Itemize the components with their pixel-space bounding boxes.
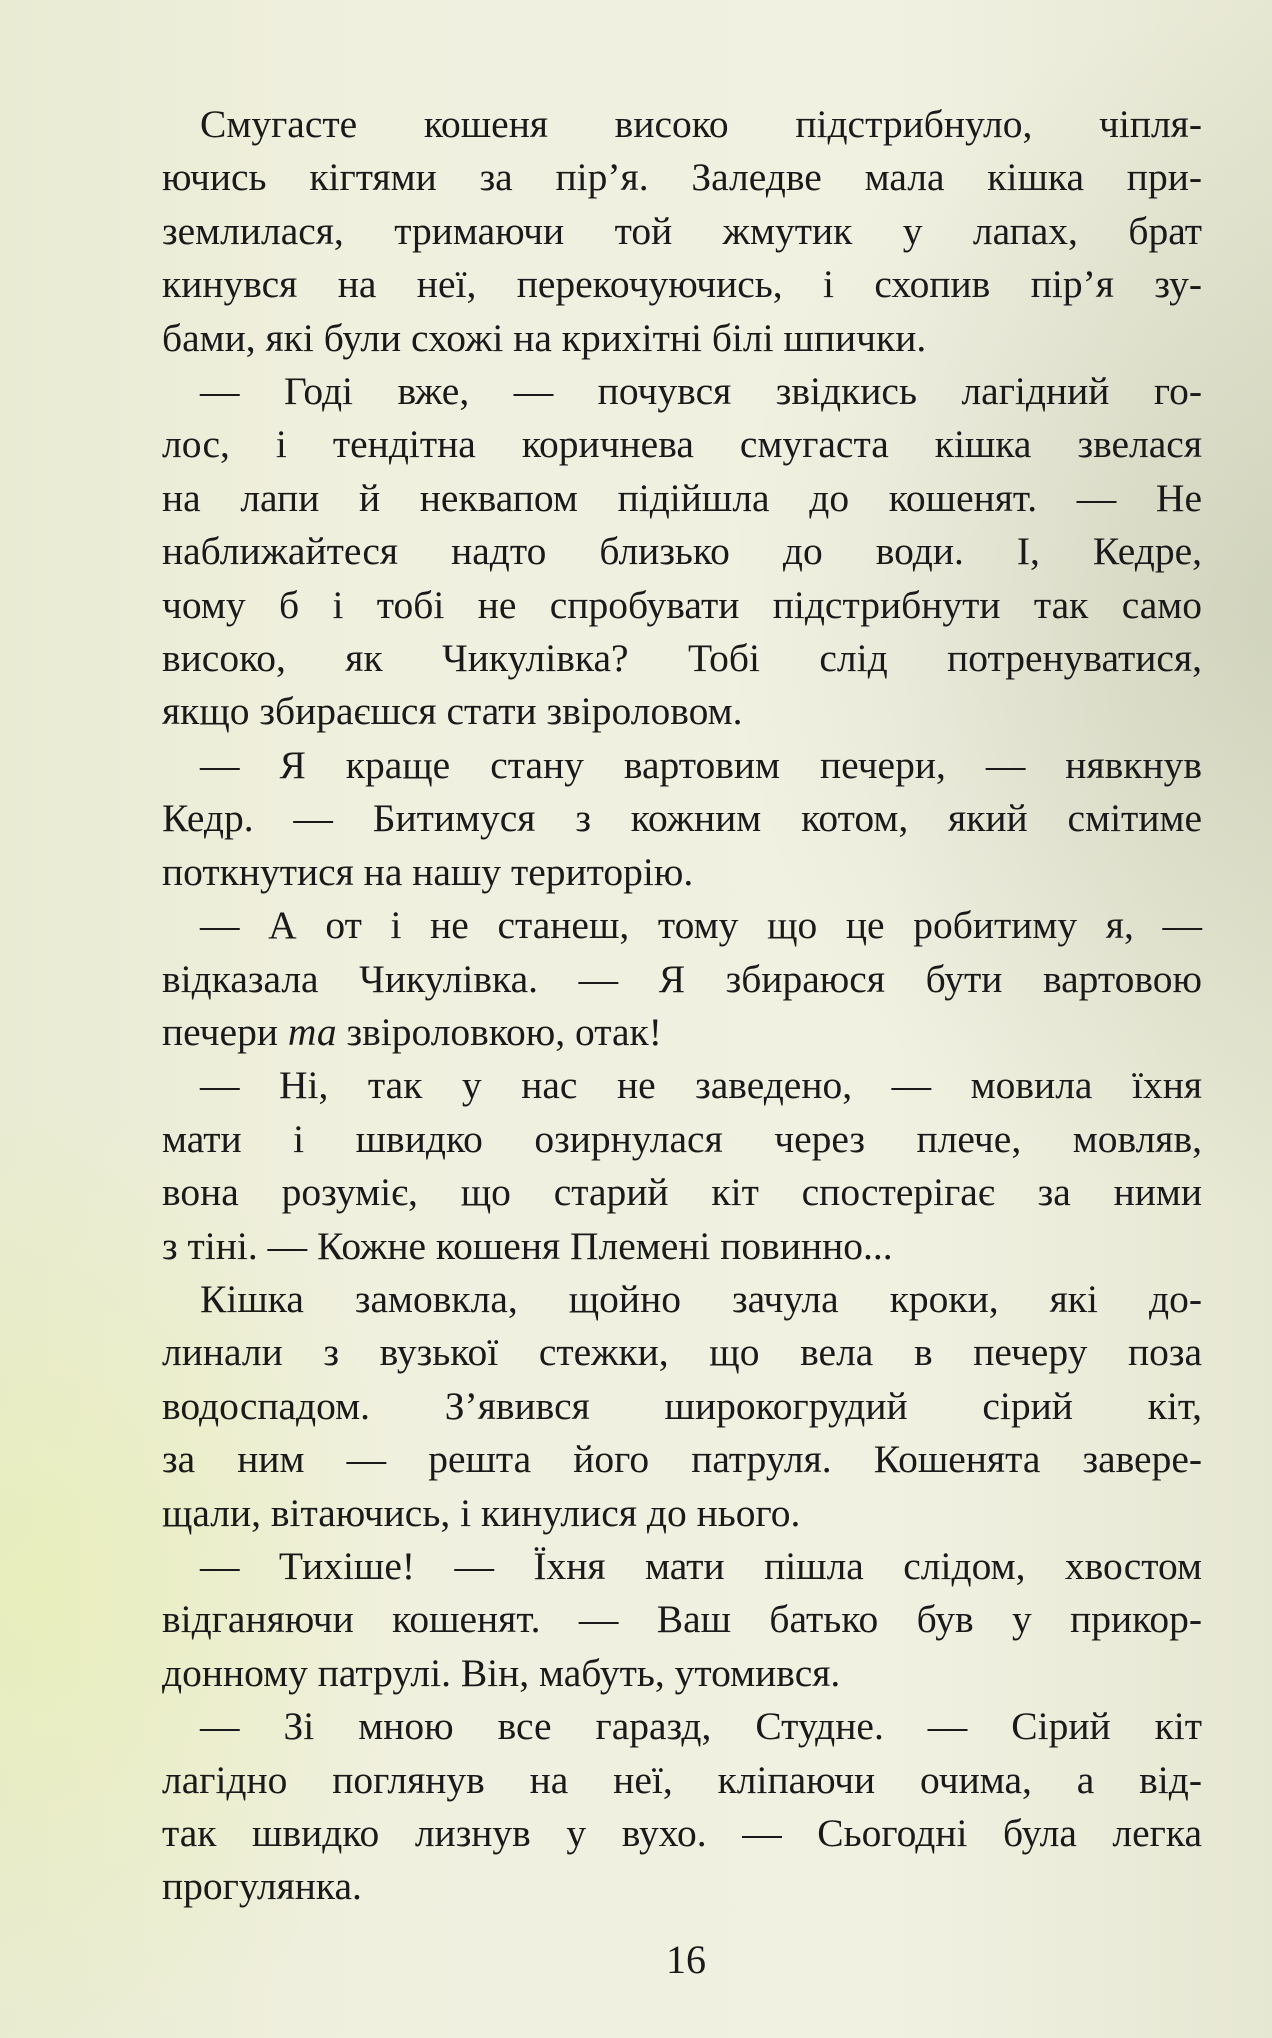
text-line: лос, і тендітна коричнева смугаста кішка звелася xyxy=(162,422,1202,467)
text-line: линали з вузької стежки, що вела в печеру поза xyxy=(162,1330,1202,1375)
text-line: відказала Чикулівка. — Я збираюся бути вартовою xyxy=(162,956,1202,1001)
text-line: бами, які були схожі на крихітні білі шпички. xyxy=(162,315,927,360)
paragraph-3 xyxy=(162,739,1202,899)
text-fragment: печери xyxy=(162,1009,288,1054)
text-line: високо, як Чикулівка? Тобі слід потренуватися, xyxy=(162,636,1202,681)
text-line: землилася, тримаючи той жмутик у лапах, брат xyxy=(162,208,1202,253)
text-line: — А от і не станеш, тому що це робитиму я, — xyxy=(200,903,1202,948)
paragraph-7 xyxy=(162,1540,1202,1700)
text-line: донному патрулі. Він, мабуть, утомився. xyxy=(162,1650,841,1695)
text-line: щали, вітаючись, і кинулися до нього. xyxy=(162,1490,801,1535)
paragraph-5 xyxy=(162,1059,1202,1273)
italic-word: та xyxy=(287,1009,337,1054)
text-line: Кішка замовкла, щойно зачула кроки, які до- xyxy=(200,1276,1202,1321)
text-line: Кедр. — Битимуся з кожним котом, який смітиме xyxy=(162,796,1202,841)
paragraph-2 xyxy=(162,365,1202,739)
text-line: ючись кігтями за пір’я. Заледве мала кішка при- xyxy=(162,155,1202,200)
text-line: так швидко лизнув у вухо. — Сьогодні була легка xyxy=(162,1811,1202,1855)
text-line: лагідно поглянув на неї, кліпаючи очима, а від- xyxy=(162,1757,1202,1802)
body-text xyxy=(162,98,1202,1914)
text-line: кинувся на неї, перекочуючись, і схопив пір’я зу- xyxy=(162,262,1202,307)
text-line: Смугасте кошеня високо підстрибнуло, чіпля- xyxy=(200,102,1202,146)
text-fragment: звіроловкою, отак! xyxy=(336,1009,662,1054)
text-line-with-italic xyxy=(162,1006,1202,1059)
paragraph-1 xyxy=(162,98,1202,365)
text-line: поткнутися на нашу територію. xyxy=(162,849,694,894)
paragraph-6 xyxy=(162,1273,1202,1540)
text-line: відганяючи кошенят. — Ваш батько був у прикор- xyxy=(162,1597,1202,1642)
text-line: прогулянка. xyxy=(162,1864,362,1909)
text-line: за ним — решта його патруля. Кошенята завере- xyxy=(162,1437,1202,1482)
text-line: — Тихіше! — Їхня мати пішла слідом, хвостом xyxy=(200,1543,1202,1588)
text-line: — Зі мною все гаразд, Студне. — Сірий кіт xyxy=(200,1704,1202,1749)
text-line: — Ні, так у нас не заведено, — мовила їхня xyxy=(200,1063,1202,1108)
text-line: мати і швидко озирнулася через плече, мовляв, xyxy=(162,1116,1202,1161)
text-line: на лапи й неквапом підійшла до кошенят. — Не xyxy=(162,475,1202,520)
text-line: з тіні. — Кожне кошеня Племені повинно... xyxy=(162,1223,893,1268)
text-line: водоспадом. З’явився широкогрудий сірий кіт, xyxy=(162,1383,1202,1428)
paragraph-4 xyxy=(162,899,1202,1059)
text-line: — Годі вже, — почувся звідкись лагідний го- xyxy=(200,369,1202,414)
text-line: якщо збираєшся стати звіроловом. xyxy=(162,689,743,734)
page-number: 16 xyxy=(666,1937,706,1982)
text-line: — Я краще стану вартовим печери, — нявкнув xyxy=(200,742,1202,787)
text-line: наближайтеся надто близько до води. І, Кедре, xyxy=(162,529,1202,574)
paragraph-8 xyxy=(162,1700,1202,1914)
text-line: чому б і тобі не спробувати підстрибнути так само xyxy=(162,582,1202,627)
text-line: вона розуміє, що старий кіт спостерігає за ними xyxy=(162,1170,1202,1215)
